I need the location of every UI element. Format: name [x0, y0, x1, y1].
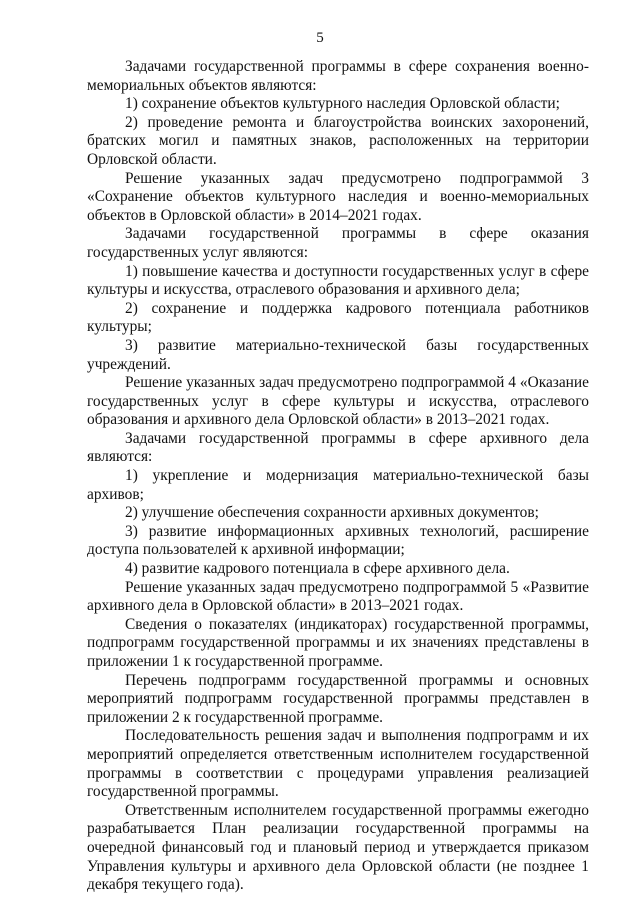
paragraph-17: Перечень подпрограмм государственной программы и основных мероприятий подпрограмм государственной программы представлен в приложении 2 к государственной программе.	[87, 671, 589, 726]
paragraph-15: Решение указанных задач предусмотрено подпрограммой 5 «Развитие архивного дела в Орловской области» в 2013–2021 годах.	[87, 578, 589, 615]
paragraph-5: Задачами государственной программы в сфере оказания государственных услуг являются:	[87, 225, 589, 261]
paragraph-18: Последовательность решения задач и выполнения подпрограмм и их мероприятий определяется ответственным исполнителем государственной программы в соответствии с процедурами управления реализацией государственной программы.	[87, 727, 589, 801]
paragraph-16: Сведения о показателях (индикаторах) государственной программы, подпрограмм государственной программы и их значениях представлены в приложении 1 к государственной программе.	[87, 615, 589, 670]
paragraph-10: Задачами государственной программы в сфере архивного дела являются:	[87, 429, 589, 466]
paragraph-12: 2) улучшение обеспечения сохранности архивных документов;	[125, 504, 539, 522]
paragraph-3: 2) проведение ремонта и благоустройства воинских захоронений, братских могил и памятных знаков, расположенных на территории Орловской области.	[87, 113, 589, 168]
paragraph-13: 3) развитие информационных архивных технологий, расширение доступа пользователей к архивной информации;	[87, 522, 589, 559]
paragraph-6: 1) повышение качества и доступности государственных услуг в сфере культуры и искусства, отраслевого образования и архивного дела;	[87, 262, 589, 299]
paragraph-1: Задачами государственной программы в сфере сохранения военно-мемориальных объектов являются:	[87, 58, 589, 94]
paragraph-11: 1) укрепление и модернизация материально-технической базы архивов;	[87, 467, 589, 503]
paragraph-14: 4) развитие кадрового потенциала в сфере архивного дела.	[125, 560, 510, 578]
paragraph-9: Решение указанных задач предусмотрено подпрограммой 4 «Оказание государственных услуг в сфере культуры и искусства, отраслевого образования и архивного дела Орловской области» в 2013–2021 годах.	[87, 374, 589, 429]
paragraph-8: 3) развитие материально-технической базы государственных учреждений.	[87, 336, 589, 373]
document-body	[87, 58, 589, 895]
paragraph-7: 2) сохранение и поддержка кадрового потенциала работников культуры;	[87, 299, 589, 336]
page-number: 5	[316, 30, 324, 46]
paragraph-4: Решение указанных задач предусмотрено подпрограммой 3 «Сохранение объектов культурного наследия и военно-мемориальных объектов в Орловской области» в 2014–2021 годах.	[87, 169, 589, 224]
paragraph-19: Ответственным исполнителем государственной программы ежегодно разрабатывается План реализации государственной программы на очередной финансовый год и плановый период и утверждается приказом Управления культуры и архивного дела Орловской области (не позднее 1 декабря текущего года).	[87, 801, 589, 894]
paragraph-2: 1) сохранение объектов культурного наследия Орловской области;	[125, 95, 560, 113]
